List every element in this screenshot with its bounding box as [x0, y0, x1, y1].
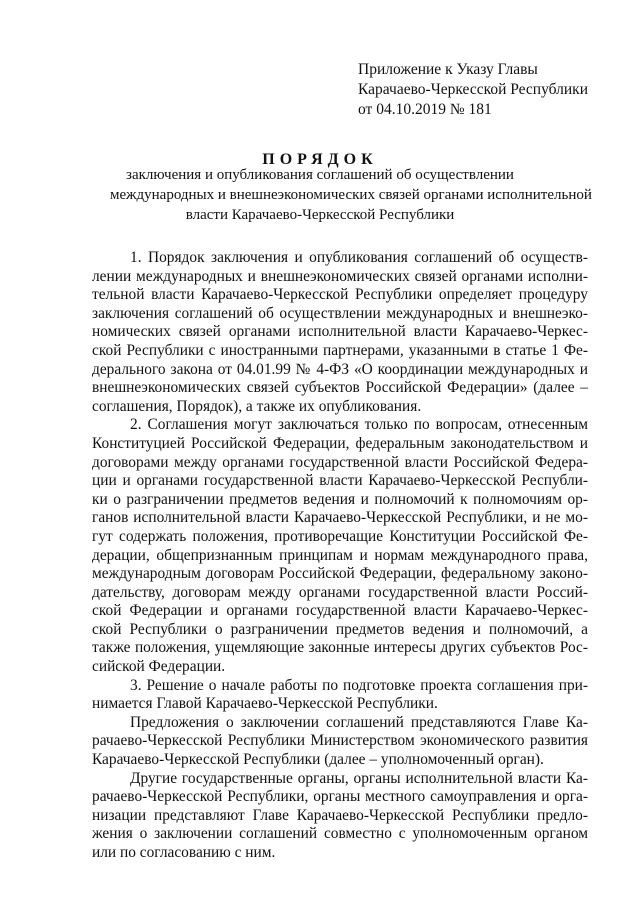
paragraph — [92, 770, 588, 863]
appendix-line-2: Карачаево-Черкесской Республики — [358, 81, 588, 98]
document-title: ПОРЯДОК — [262, 151, 378, 168]
paragraph-line: сийской Федерации. — [92, 658, 226, 676]
paragraph-line: международным договорам Российской Федерации, федеральному законо- — [92, 565, 588, 583]
paragraph-line: гут содержать положения, противоречащие Конституции Российской Фе- — [92, 527, 588, 545]
paragraph-line: тельной власти Карачаево-Черкесской Республики определяет процедуру — [92, 286, 588, 304]
paragraph — [92, 677, 588, 714]
subtitle-line-2: международных и внешнеэкономических связей органами исполнительной — [110, 187, 592, 203]
paragraph-line: Карачаево-Черкесской Республики (далее – уполномоченный орган). — [92, 751, 544, 769]
appendix-line-3: от 04.10.2019 № 181 — [358, 101, 492, 118]
paragraph-line: дательству, договорам между органами государственной власти Россий- — [92, 583, 588, 601]
paragraph-line: 1. Порядок заключения и опубликования соглашений об осуществ- — [130, 249, 588, 266]
paragraph-line: нимается Главой Карачаево-Черкесской Республики. — [92, 695, 438, 713]
paragraph-line: также положения, ущемляющие законные интересы других субъектов Рос- — [92, 639, 588, 657]
paragraph-line: ской Республики о разграничении предметов ведения и полномочий, а — [92, 620, 588, 638]
paragraph-line: низации представляют Главе Карачаево-Черкесской Республики предло- — [92, 806, 588, 824]
paragraph-line: лении международных и внешнеэкономических связей органами исполни- — [92, 267, 588, 285]
paragraph — [92, 249, 588, 416]
paragraph-line: Конституцией Российской Федерации, федеральным законодательством и — [92, 434, 588, 452]
paragraph-line: Предложения о заключении соглашений представляются Главе Ка- — [130, 713, 588, 731]
appendix-header — [358, 60, 628, 120]
paragraph-line: ганов исполнительной власти Карачаево-Черкесской Республики, и не мо- — [92, 509, 588, 527]
paragraph-line: рачаево-Черкесской Республики Министерством экономического развития — [92, 732, 588, 750]
paragraph-line: соглашения, Порядок), а также их опубликования. — [92, 397, 422, 415]
paragraph-line: ской Федерации и органами государственной власти Карачаево-Черкес- — [92, 602, 588, 620]
subtitle-line-1: заключения и опубликования соглашений об осуществлении — [126, 167, 514, 183]
paragraph-line: ки о разграничении предметов ведения и полномочий к полномочиям ор- — [92, 490, 588, 508]
paragraph-line: заключения соглашений об осуществлении международных и внешнеэко- — [92, 304, 588, 322]
paragraph-line: договорами между органами государственной власти Российской Федера- — [92, 453, 588, 471]
paragraph-line: дерального закона от 04.01.99 № 4-ФЗ «О координации международных и — [92, 360, 588, 378]
paragraph-line: жения о заключении соглашений совместно с уполномоченным органом — [92, 825, 588, 843]
document-subtitle — [110, 165, 592, 225]
paragraph-line: 2. Соглашения могут заключаться только по вопросам, отнесенным — [130, 416, 588, 434]
paragraph-line: рачаево-Черкесской Республики, органы местного самоуправления и орга- — [92, 788, 588, 806]
paragraph-line: внешнеэкономических связей субъектов Российской Федерации» (далее – — [92, 379, 588, 397]
paragraph-line: ции и органами государственной власти Карачаево-Черкесской Республи- — [92, 472, 588, 490]
paragraph-line: номических связей органами исполнительной власти Карачаево-Черкес- — [92, 323, 588, 341]
paragraph-line: Другие государственные органы, органы исполнительной власти Ка- — [130, 769, 588, 787]
paragraph — [92, 714, 588, 770]
paragraph-line: дерации, общепризнанным принципам и нормам международного права, — [92, 546, 588, 564]
paragraph — [92, 416, 588, 676]
document-body — [92, 249, 588, 863]
paragraph-line: 3. Решение о начале работы по подготовке проекта соглашения при- — [130, 676, 588, 694]
subtitle-line-3: власти Карачаево-Черкесской Республики — [185, 207, 455, 223]
paragraph-line: ской Республики с иностранными партнерами, указанными в статье 1 Фе- — [92, 341, 588, 359]
paragraph-line: или по согласованию с ним. — [92, 844, 276, 861]
appendix-line-1: Приложение к Указу Главы — [358, 61, 538, 78]
